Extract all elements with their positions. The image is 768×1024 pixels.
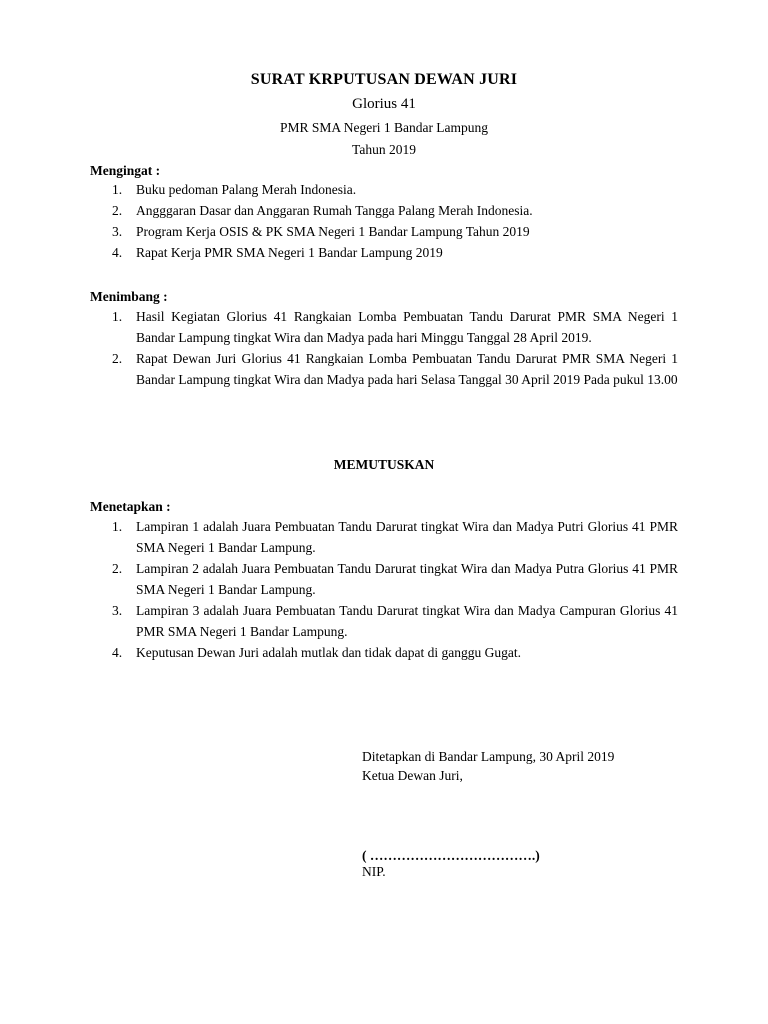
- list-item: [90, 306, 678, 348]
- list-text: Program Kerja OSIS & PK SMA Negeri 1 Bandar Lampung Tahun 2019: [136, 224, 530, 239]
- organization-name: PMR SMA Negeri 1 Bandar Lampung: [279, 120, 489, 135]
- list-number: 1.: [112, 309, 123, 324]
- list-number: 1.: [112, 182, 123, 197]
- list-text: Lampiran 1 adalah Juara Pembuatan Tandu Darurat tingkat Wira dan Madya Putri Glorius 41 PMR SMA Negeri 1 Bandar Lampung.: [136, 519, 678, 555]
- signature-nip: NIP.: [362, 864, 386, 879]
- list-item: [90, 642, 678, 663]
- list-number: 4.: [112, 245, 123, 260]
- mengingat-list: [90, 179, 678, 263]
- list-item: [90, 200, 678, 221]
- list-number: 2.: [112, 203, 123, 218]
- list-item: [90, 179, 678, 200]
- list-item: [90, 348, 678, 390]
- list-item: [90, 242, 678, 263]
- list-number: 3.: [112, 603, 123, 618]
- list-number: 2.: [112, 351, 123, 366]
- menimbang-heading: Menimbang :: [90, 289, 168, 304]
- list-item: [90, 516, 678, 558]
- list-item: [90, 600, 678, 642]
- list-number: 1.: [112, 519, 123, 534]
- list-text: Lampiran 2 adalah Juara Pembuatan Tandu Darurat tingkat Wira dan Madya Putra Glorius 41 PMR SMA Negeri 1 Bandar Lampung.: [136, 561, 678, 597]
- menetapkan-heading: Menetapkan :: [90, 499, 171, 514]
- list-text: Rapat Dewan Juri Glorius 41 Rangkaian Lomba Pembuatan Tandu Darurat PMR SMA Negeri 1 Bandar Lampung tingkat Wira dan Madya pada hari Selasa Tanggal 30 April 2019 Pada pukul 13.00: [136, 351, 678, 387]
- event-name: Glorius 41: [352, 96, 416, 112]
- list-number: 2.: [112, 561, 123, 576]
- menetapkan-list: [90, 516, 678, 663]
- list-item: [90, 221, 678, 242]
- list-text: Hasil Kegiatan Glorius 41 Rangkaian Lomba Pembuatan Tandu Darurat PMR SMA Negeri 1 Bandar Lampung tingkat Wira dan Madya pada hari Minggu Tanggal 28 April 2019.: [136, 309, 678, 345]
- signature-place-date: Ditetapkan di Bandar Lampung, 30 April 2019: [362, 749, 615, 764]
- list-text: Rapat Kerja PMR SMA Negeri 1 Bandar Lampung 2019: [136, 245, 443, 260]
- signature-name-placeholder: ( ……………………………….): [362, 848, 540, 863]
- list-text: Angggaran Dasar dan Anggaran Rumah Tangga Palang Merah Indonesia.: [136, 203, 533, 218]
- list-text: Buku pedoman Palang Merah Indonesia.: [136, 182, 357, 197]
- list-number: 4.: [112, 645, 123, 660]
- document-year: Tahun 2019: [352, 142, 416, 157]
- document-title: SURAT KRPUTUSAN DEWAN JURI: [250, 71, 518, 88]
- menimbang-list: [90, 306, 678, 390]
- mengingat-heading: Mengingat :: [90, 163, 161, 178]
- signature-role: Ketua Dewan Juri,: [362, 768, 463, 783]
- list-item: [90, 558, 678, 600]
- list-number: 3.: [112, 224, 123, 239]
- memutuskan-heading: MEMUTUSKAN: [333, 457, 435, 472]
- list-text: Lampiran 3 adalah Juara Pembuatan Tandu Darurat tingkat Wira dan Madya Campuran Glorius 41 PMR SMA Negeri 1 Bandar Lampung.: [136, 603, 678, 639]
- list-text: Keputusan Dewan Juri adalah mutlak dan tidak dapat di ganggu Gugat.: [136, 645, 522, 660]
